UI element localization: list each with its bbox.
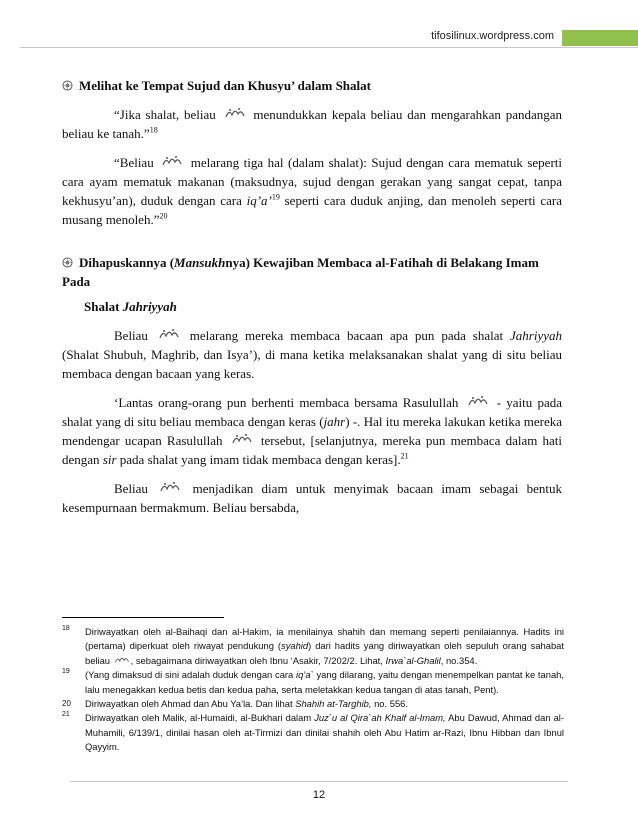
header-site-url: tifosilinux.wordpress.com — [431, 30, 554, 42]
saw-calligraphy-icon — [467, 394, 489, 408]
paragraph-1: “Jika shalat, beliau menundukkan kepala beliau dan mengarahkan pandangan beliau ke tanah.”$^{18}$ — [62, 107, 563, 141]
footer-rule — [70, 781, 568, 782]
paragraph-2: “Beliau melarang tiga hal (dalam shalat): Sujud dengan cara mematuk seperti cara ayam mematuk makanan (maksudnya, sujud dengan gerakan yang sangat cepat, tanpa kekhusyu’an), duduk dengan cara iq’a’$^{19}$ seperti cara duduk anjing, dan menoleh seperti cara musang menoleh.”$^{20}$ — [62, 155, 563, 227]
section-title-2-line2: Shalat Jahriyyah — [84, 299, 177, 314]
page-number: 12 — [312, 789, 326, 801]
section-title-2: Dihapuskannya (Mansukhnya) Kewajiban Membaca al-Fatihah di Belakang Imam Pada — [62, 255, 539, 289]
header-accent-bar — [562, 30, 638, 46]
paragraph-3: Beliau melarang mereka membaca bacaan apa pun pada shalat Jahriyyah (Shalat Shubuh, Maghrib, dan Isya’), di mana ketika melaksanakan shalat yang di situ beliau membaca dengan bacaan yang keras. — [62, 328, 563, 381]
footnote-19: 19 (Yang dimaksud di sini adalah duduk dengan cara iq’a` yang dilarang, yaitu dengan menempelkan pantat ke tanah, lalu menegakkan kedua betis dan kedua paha, serta meletakkan kedua tangan di atas tanah, Pent). — [62, 668, 564, 695]
footnote-18: 18 Diriwayatkan oleh al-Baihaqi dan al-Hakim, ia menilainya shahih dan memang seperti penilaiannya. Hadits ini (pertama) diperkuat oleh riwayat pendukung (syahid) dari hadits yang diriwayatkan oleh sepuluh orang sahabat beliau , sebagaimana diriwayatkan oleh Ibnu ‘Asakir, 7/202/2. Lihat, Irwa`al-Ghalil, no.354. — [62, 625, 564, 666]
flower-bullet-icon — [62, 257, 73, 268]
header-rule — [20, 47, 638, 48]
section-title-1 — [62, 76, 562, 95]
saw-calligraphy-icon — [158, 327, 180, 341]
footnotes — [62, 625, 564, 755]
footnote-separator — [62, 617, 224, 618]
flower-bullet-icon — [62, 80, 73, 91]
paragraph-4: ‘Lantas orang-orang pun berhenti membaca bersama Rasulullah - yaitu pada shalat yang di situ beliau membaca dengan keras (jahr) -. Hal itu mereka lakukan ketika mereka mendengar ucapan Rasulullah tersebut, [selanjutnya, mereka pun membaca dalam hati dengan sir pada shalat yang imam tidak membaca dengan keras].$^{21}$ — [62, 395, 563, 467]
footnote-20: 20 Diriwayatkan oleh Ahmad dan Abu Ya’la. Dan lihat Shahih at-Targhib, no. 556. — [62, 698, 408, 710]
saw-calligraphy-icon — [231, 432, 253, 446]
section-title-1-text: Melihat ke Tempat Sujud dan Khusyu’ dalam Shalat — [79, 78, 371, 93]
saw-calligraphy-icon — [159, 480, 181, 494]
footnote-21: 21 Diriwayatkan oleh Malik, al-Humaidi, al-Bukhari dalam Juz`u al Qira`ah Khalf al-Imam, Abu Dawud, Ahmad dan al-Muhamili, 6/139/1, dinilai hasan oleh at-Tirmizi dan dinilai shahih oleh Abu Hatim ar-Razi, Ibnu Hibban dan Ibnul Qayyim. — [62, 711, 564, 753]
page-content — [62, 76, 562, 517]
paragraph-5: Beliau menjadikan diam untuk menyimak bacaan imam sebagai bentuk kesempurnaan bermakmum. Beliau bersabda, — [62, 481, 563, 515]
saw-calligraphy-icon — [114, 654, 130, 665]
saw-calligraphy-icon — [161, 154, 183, 168]
saw-calligraphy-icon — [224, 106, 246, 120]
